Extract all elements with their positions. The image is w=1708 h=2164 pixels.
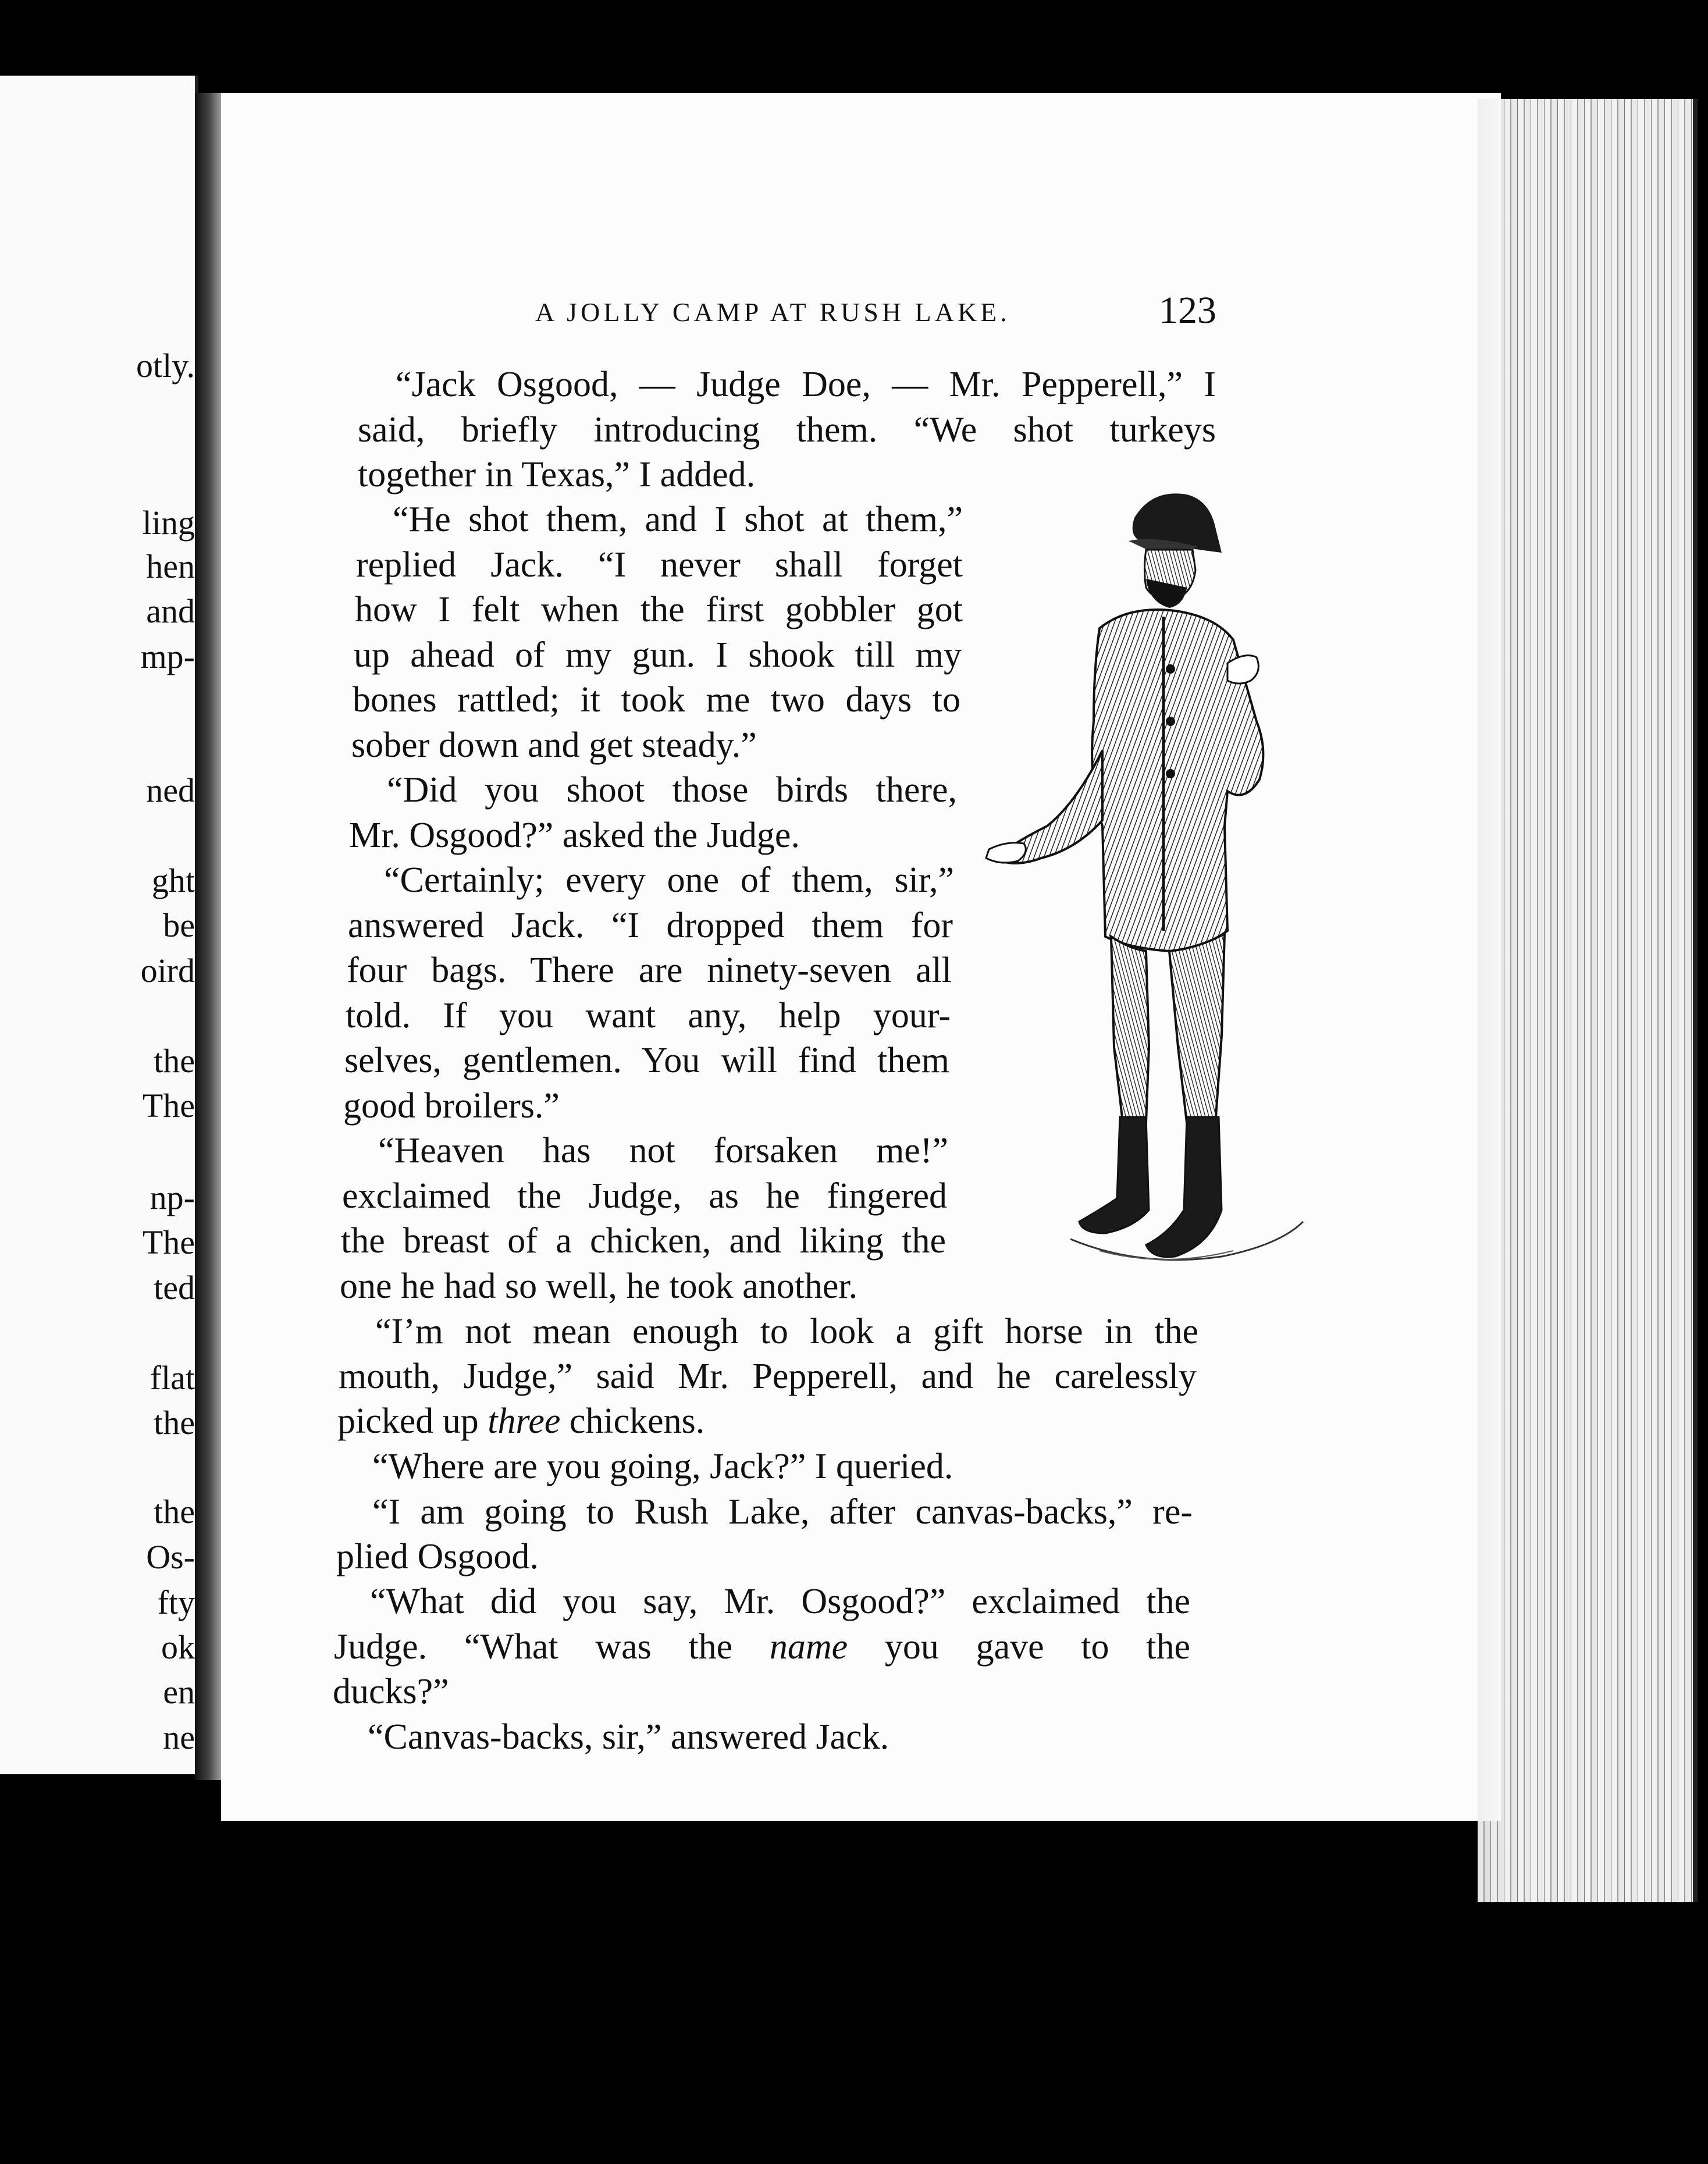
text-line: Mr. Osgood?” asked the Judge.	[349, 816, 800, 855]
left-page-fragment: ned	[146, 771, 195, 809]
left-page-fragment: ght	[151, 862, 195, 899]
text-line: told. If you want any, help your-	[346, 996, 951, 1035]
left-page-fragment: Os-	[146, 1538, 195, 1576]
text-line: “Heaven has not forsaken me!”	[378, 1131, 948, 1170]
text-line: how I felt when the first gobbler got	[355, 590, 963, 629]
left-page-fragment: mp-	[140, 638, 195, 675]
left-page-fragment: oird	[140, 952, 195, 990]
text-line: said, briefly introducing them. “We shot turkeys	[358, 410, 1216, 450]
text-line: “Jack Osgood, — Judge Doe, — Mr. Pepperell,” I	[396, 365, 1216, 404]
left-page-fragment: the	[154, 1042, 195, 1080]
man-illustration	[954, 477, 1315, 1291]
left-page-fragment: ok	[161, 1628, 195, 1666]
text-line: four bags. There are ninety-seven all	[347, 951, 952, 990]
left-page-fragment: otly.	[136, 347, 195, 385]
left-page-fragment: ne	[163, 1718, 195, 1756]
left-page-fragment: ling	[142, 504, 195, 542]
left-page-fragment: and	[146, 592, 195, 630]
text-line: “Where are you going, Jack?” I queried.	[372, 1447, 953, 1486]
left-page-fragment: hen	[146, 547, 195, 585]
italic-word: three	[488, 1401, 561, 1441]
left-page-fragment: the	[154, 1493, 195, 1531]
left-page-fragment: np-	[150, 1179, 195, 1216]
text-line: plied Osgood.	[336, 1537, 539, 1576]
left-page-fragment: The	[142, 1087, 195, 1124]
text-line: the breast of a chicken, and liking the	[341, 1221, 946, 1261]
previous-page-edge	[0, 76, 198, 1774]
text-line: exclaimed the Judge, as he fingered	[342, 1176, 947, 1216]
page-number: 123	[1159, 289, 1216, 332]
text-line: sober down and get steady.”	[351, 725, 757, 765]
text-line: answered Jack. “I dropped them for	[348, 906, 953, 945]
text-line: up ahead of my gun. I shook till my	[354, 635, 962, 675]
text-line: “I am going to Rush Lake, after canvas-backs,” re-	[372, 1492, 1193, 1532]
text-line: mouth, Judge,” said Mr. Pepperell, and he carelessly	[339, 1357, 1197, 1396]
text-line: “I’m not mean enough to look a gift horse in the	[375, 1312, 1198, 1351]
text-line: “He shot them, and I shot at them,”	[393, 500, 963, 539]
text-line: Judge. “What was the name you gave to the	[334, 1627, 1190, 1667]
left-page-fragment: en	[163, 1673, 195, 1711]
left-page-fragment: fty	[157, 1583, 195, 1621]
text-line: “What did you say, Mr. Osgood?” exclaimed the	[370, 1582, 1190, 1621]
text-line: picked up three chickens.	[337, 1401, 705, 1441]
text-line: selves, gentlemen. You will find them	[344, 1041, 949, 1080]
text-line: “Certainly; every one of them, sir,”	[384, 860, 954, 900]
page-edge-shadow	[1478, 99, 1513, 1902]
left-page-fragment: ted	[154, 1269, 195, 1307]
running-head: A JOLLY CAMP AT RUSH LAKE.	[535, 297, 1010, 327]
text-line: ducks?”	[333, 1672, 449, 1711]
text-line: “Canvas-backs, sir,” answered Jack.	[368, 1717, 889, 1757]
text-line: one he had so well, he took another.	[340, 1266, 858, 1306]
left-page-fragment: the	[154, 1404, 195, 1442]
text-line: bones rattled; it took me two days to	[353, 680, 960, 720]
text-line: replied Jack. “I never shall forget	[356, 545, 963, 585]
left-page-fragment: be	[163, 906, 195, 944]
text-line: together in Texas,” I added.	[358, 455, 756, 494]
left-page-fragment: flat	[150, 1359, 195, 1397]
left-page-fragment: The	[142, 1223, 195, 1261]
italic-word: name	[769, 1627, 848, 1667]
text-line: good broilers.”	[343, 1086, 560, 1126]
text-line: “Did you shoot those birds there,	[387, 770, 957, 810]
